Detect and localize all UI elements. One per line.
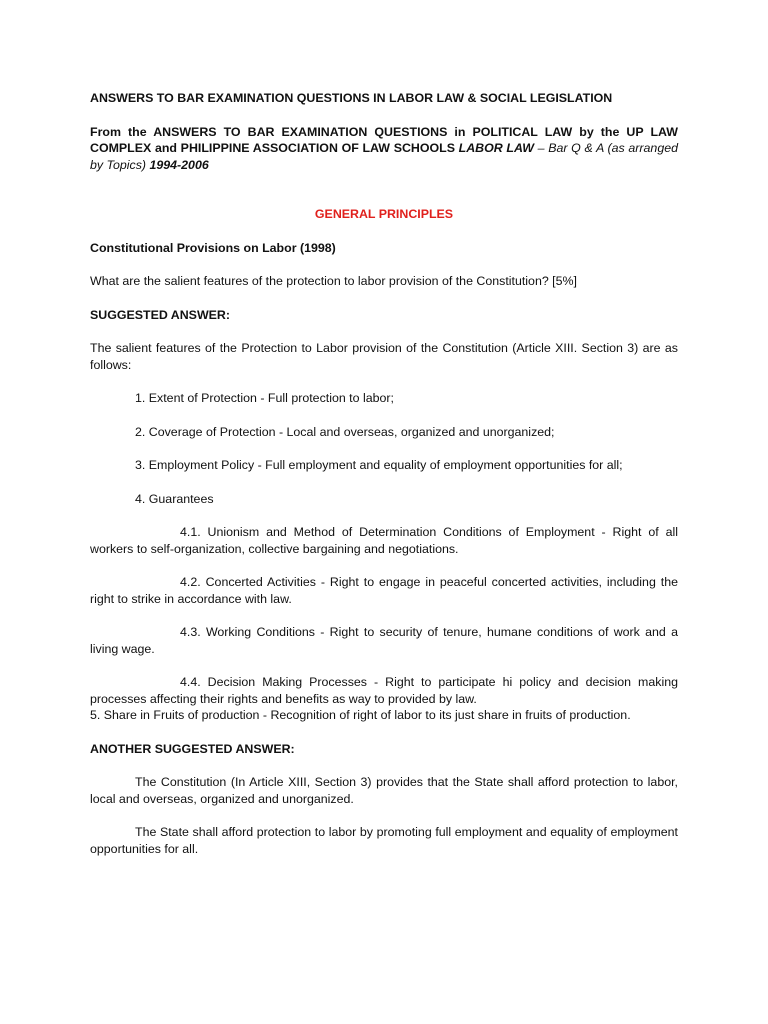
document-body: [90, 90, 678, 857]
source-text-2: LABOR LAW: [458, 141, 534, 155]
list-item: 1. Extent of Protection - Full protection to labor;: [135, 391, 394, 405]
sub-list-item: 4.3. Working Conditions - Right to security of tenure, humane conditions of work and a living wage.: [90, 625, 678, 656]
list-item-5: 5. Share in Fruits of production - Recognition of right of labor to its just share in fruits of production.: [90, 708, 631, 722]
topic-heading: Constitutional Provisions on Labor (1998): [90, 240, 336, 255]
list-item: 3. Employment Policy - Full employment and equality of employment opportunities for all;: [135, 458, 623, 472]
question-text: What are the salient features of the protection to labor provision of the Constitution? [5%]: [90, 274, 577, 288]
source-citation: [90, 124, 678, 174]
sub-list-item: 4.4. Decision Making Processes - Right to participate hi policy and decision making processes affecting their rights and benefits as way to provided by law.: [90, 675, 678, 706]
sub-list-item: 4.1. Unionism and Method of Determination Conditions of Employment - Right of all workers to self-organization, collective bargaining and negotiations.: [90, 525, 678, 556]
list-item: 2. Coverage of Protection - Local and overseas, organized and unorganized;: [135, 424, 555, 439]
source-text-4: 1994-2006: [149, 157, 209, 172]
document-title: ANSWERS TO BAR EXAMINATION QUESTIONS IN LABOR LAW & SOCIAL LEGISLATION: [90, 91, 613, 105]
another-answer-label: ANOTHER SUGGESTED ANSWER:: [90, 741, 295, 756]
suggested-answer-label: SUGGESTED ANSWER:: [90, 307, 230, 322]
answer-intro: The salient features of the Protection to Labor provision of the Constitution (Article XIII. Section 3) are as follows:: [90, 341, 678, 372]
another-answer-paragraph: The State shall afford protection to labor by promoting full employment and equality of employment opportunities for all.: [90, 825, 678, 856]
sub-list-item: 4.2. Concerted Activities - Right to engage in peaceful concerted activities, including the right to strike in accordance with law.: [90, 575, 678, 606]
list-item: 4. Guarantees: [135, 491, 214, 506]
source-text-1: From the ANSWERS TO BAR EXAMINATION QUESTIONS in POLITICAL LAW by the UP LAW COMPLEX and PHILIPPINE ASSOCIATION OF LAW SCHOOLS: [90, 124, 678, 155]
source-text-3: – Bar Q & A (as arranged by Topics): [90, 141, 678, 172]
section-heading: GENERAL PRINCIPLES: [314, 207, 454, 221]
another-answer-paragraph: The Constitution (In Article XIII, Section 3) provides that the State shall afford protection to labor, local and overseas, organized and unorganized.: [90, 775, 678, 806]
